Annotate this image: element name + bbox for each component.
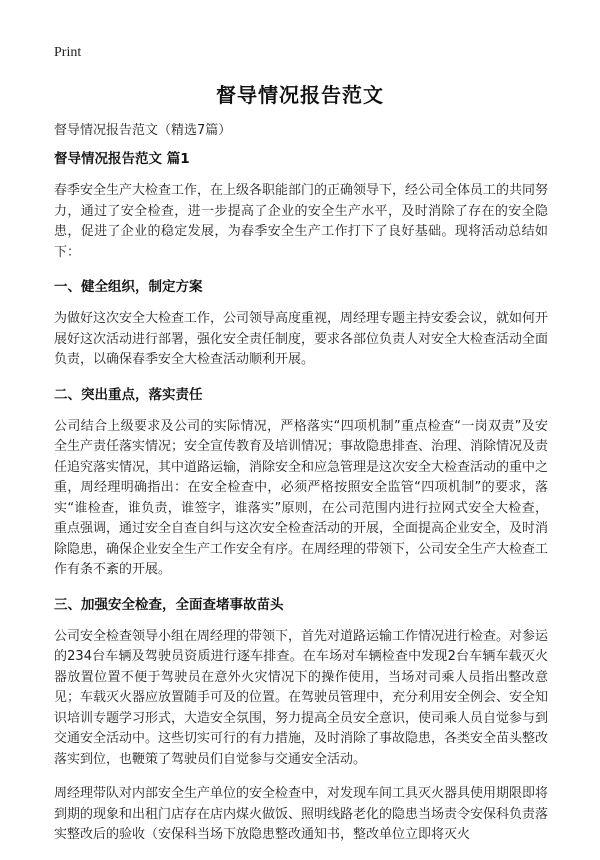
article-body — [54, 149, 548, 860]
intro-paragraph: 春季安全生产大检查工作，在上级各职能部门的正确领导下，经公司全体员工的共同努力，通过了安全检查，进一步提高了企业的安全生产水平，及时消除了存在的安全隐患，促进了企业的稳定发展，为春季安全生产工作打下了良好基础。现将活动总结如下： — [54, 183, 549, 260]
section-1-paragraph: 为做好这次安全大检查工作，公司领导高度重视，周经理专题主持安委会议，就如何开展好这次活动进行部署，强化安全责任制度，要求各部位负责人对安全大检查活动全面负责，以确保春季安全大检查活动顺利开展。 — [54, 311, 549, 367]
section-3-heading: 三、加强安全检查，全面查堵事故苗头 — [54, 596, 284, 613]
article-heading: 督导情况报告范文 篇1 — [54, 151, 190, 167]
page-title: 督导情况报告范文 — [216, 83, 384, 107]
document-subtitle: 督导情况报告范文（精选7篇） — [54, 123, 232, 138]
section-3-paragraph-2: 周经理带队对内部安全生产单位的安全检查中，对发现车间工具灭火器具使用期限即将到期的现象和出租门店存在店内煤火做饭、照明线路老化的隐患当场责令安保科负责落实整改后的验收（安保科当场下放隐患整改通知书，整改单位立即将灭火 — [54, 786, 549, 842]
print-label: Print — [54, 45, 82, 60]
section-3-paragraph-1: 公司安全检查领导小组在周经理的带领下，首先对道路运输工作情况进行检查。对参运的234台车辆及驾驶员资质进行逐车排查。在车场对车辆检查中发现2台车辆车载灭火器放置位置不便于驾驶员在意外火灾情况下的操作使用，当场对司乘人员指出整改意见；车载灭火器应放置随手可及的位置。在驾驶员管理中，充分利用安全例会、安全知识培训专题学习形式，大造安全氛围，努力提高全员安全意识，使司乘人员自觉参与到交通安全活动中。这些切实可行的有力措施，及时消除了事故隐患，各类安全苗头整改落实到位，也鞭策了驾驶员们自觉参与交通安全活动。 — [54, 628, 549, 767]
section-2-heading: 二、突出重点，落实责任 — [54, 386, 203, 403]
section-2-paragraph: 公司结合上级要求及公司的实际情况，严格落实“四项机制”重点检查“一岗双责”及安全生产责任落实情况；安全宣传教育及培训情况；事故隐患排查、治理、消除情况及责任追究落实情况，其中道路运输，消除安全和应急管理是这次安全大检查活动的重中之重，周经理明确指出：在安全检查中，必须严格按照安全监管“四项机制”的要求，落实“谁检查，谁负责，谁签字，谁落实”原则，在公司范围内进行拉网式安全大检查，重点强调，通过安全自查自纠与这次安全检查活动的开展，全面提高企业安全，及时消除隐患，确保企业安全生产工作安全有序。在周经理的带领下，公司安全生产大检查工作有条不紊的开展。 — [54, 418, 549, 577]
section-1-heading: 一、健全组织，制定方案 — [54, 279, 203, 295]
